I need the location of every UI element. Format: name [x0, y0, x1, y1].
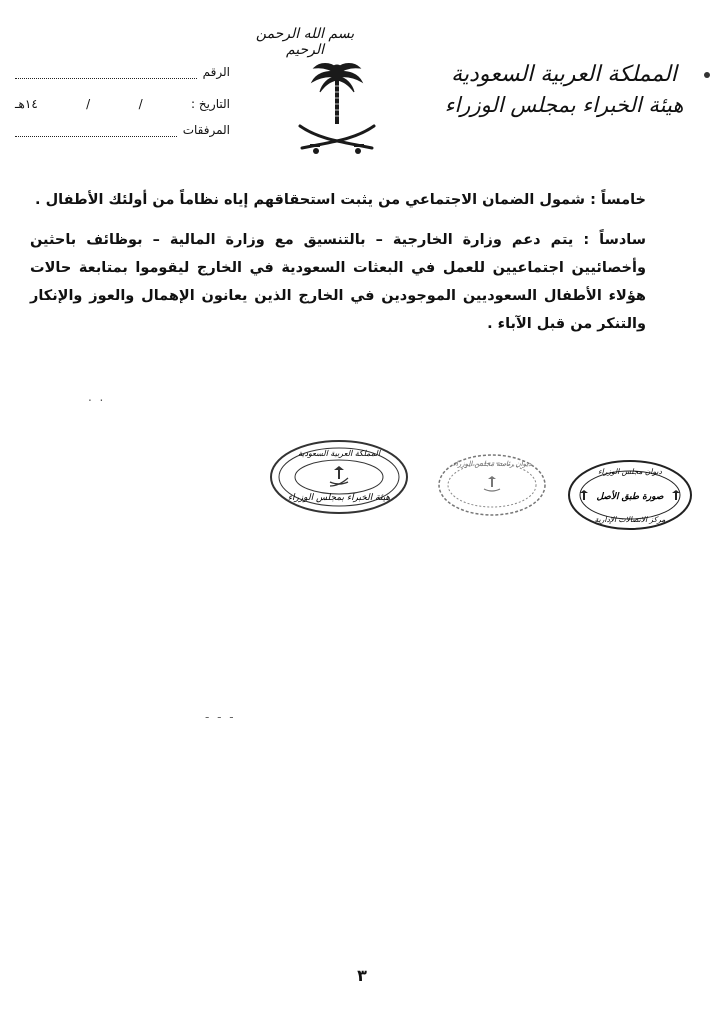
- number-line: [15, 66, 197, 79]
- date-label: التاريخ :: [190, 97, 230, 111]
- stray-marks: . .: [88, 390, 104, 404]
- attachments-label: المرفقات: [182, 123, 230, 137]
- paragraph-5: خامساً : شمول الضمان الاجتماعي من يثبت استحقاقهم إياه نظاماً من أولئك الأطفال .: [35, 192, 646, 208]
- letter-body: [30, 186, 646, 338]
- number-field: [15, 62, 230, 82]
- middle-seal-ring-text: ديوان رئاسة مجلس الوزراء: [452, 460, 532, 468]
- date-field: [15, 94, 230, 114]
- date-sep-1: /: [138, 97, 143, 111]
- stray-dashes: - - -: [205, 710, 236, 724]
- number-label: الرقم: [202, 65, 230, 79]
- certified-copy-seal: [566, 458, 694, 532]
- right-seal-bottom-text: مركز الاتصالات الإدارية: [594, 515, 666, 524]
- experts-commission-seal: [268, 438, 410, 516]
- right-seal-top-text: ديوان مجلس الوزراء: [598, 467, 662, 476]
- left-seal-inner-text: هيئة الخبراء بمجلس الوزراء: [287, 493, 391, 503]
- organization-header: [434, 60, 694, 120]
- paragraph-6: سادساً : يتم دعم وزارة الخارجية – بالتنسيق مع وزارة المالية – بوظائف باحثين وأخصائيين اجتماعيين للعمل في البعثات السعودية في الخارج ليقوموا بمتابعة حالات هؤلاء الأطفال السعوديين الموجودين في الخارج الذين يعانون الإهمال والعوز والإنكار والتنكر من قبل الآباء .: [30, 232, 646, 332]
- org-line-1: المملكة العربية السعودية: [451, 62, 677, 87]
- org-line-2: هيئة الخبراء بمجلس الوزراء: [444, 93, 684, 117]
- cabinet-office-seal: [436, 452, 548, 518]
- basmala: بسم الله الرحمن الرحيم: [255, 26, 355, 58]
- middle-seal-emblem-icon: [484, 476, 500, 491]
- left-seal-emblem-icon: [330, 466, 348, 486]
- date-year-suffix: ١٤هـ: [15, 97, 38, 111]
- date-sep-2: /: [86, 97, 91, 111]
- corner-dot: [704, 72, 710, 78]
- saudi-emblem-icon: [292, 58, 382, 158]
- attachments-line: [15, 124, 177, 137]
- page-number: ٣: [357, 966, 367, 985]
- right-seal-inner-text: صورة طبق الأصل: [596, 492, 664, 502]
- attachments-field: [15, 120, 230, 140]
- left-seal-ring-text: المملكة العربية السعودية: [297, 449, 381, 458]
